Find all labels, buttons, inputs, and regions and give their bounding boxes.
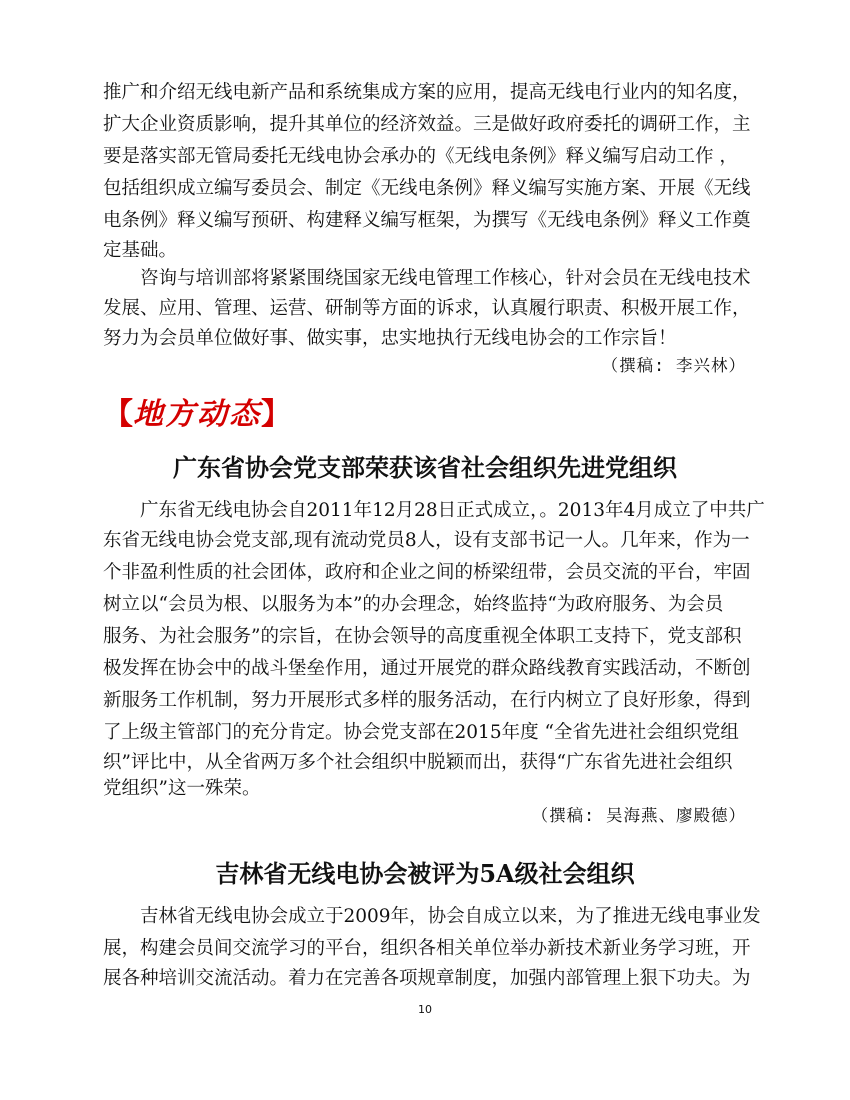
text-line: 极发挥在协会中的战斗堡垒作用，通过开展党的群众路线教育实践活动，不断创	[103, 658, 751, 679]
text-line: 个非盈利性质的社会团体，政府和企业之间的桥梁纽带，会员交流的平台，牢固	[103, 562, 751, 583]
text-line: 发展、应用、管理、运营、研制等方面的诉求，认真履行职责、积极开展工作，	[103, 298, 751, 319]
text-line: 吉林省无线电协会成立于2009年，协会自成立以来，为了推进无线电事业发	[140, 906, 761, 927]
author-signature: （撰稿: 吴海燕、廖殿德）	[531, 806, 746, 825]
bracket-open: 【	[103, 397, 133, 432]
text-line: 服务、为社会服务”的宗旨，在协会领导的高度重视全体职工支持下，党支部积	[103, 626, 742, 647]
text-line: 努力为会员单位做好事、做实事，忠实地执行无线电协会的工作宗旨！	[103, 328, 677, 349]
section-title: 地方动态	[133, 397, 261, 432]
text-line: 了上级主管部门的充分肯定。协会党支部在2015年度 “全省先进社会组织党组	[103, 722, 739, 743]
text-line: 包括组织成立编写委员会、制定《无线电条例》释义编写实施方案、开展《无线	[103, 178, 751, 199]
text-line: 新服务工作机制，努力开展形式多样的服务活动，在行内树立了良好形象，得到	[103, 690, 751, 711]
text-line: 东省无线电协会党支部,现有流动党员8人，设有支部书记一人。几年来，作为一	[103, 530, 750, 551]
section-header	[103, 397, 291, 432]
text-line: 扩大企业资质影响，提升其单位的经济效益。三是做好政府委托的调研工作，主	[103, 114, 751, 135]
text-line: 要是落实部无管局委托无线电协会承办的《无线电条例》释义编写启动工作 ，	[103, 146, 738, 167]
article-headline: 吉林省无线电协会被评为5A级社会组织	[215, 859, 635, 888]
text-line: 树立以“会员为根、以服务为本”的办会理念，始终监持“为政府服务、为会员	[103, 594, 724, 615]
text-line: 电条例》释义编写预研、构建释义编写框架，为撰写《无线电条例》释义工作奠	[103, 210, 751, 231]
bracket-close: 】	[261, 397, 291, 432]
text-line: 咨询与培训部将紧紧围绕国家无线电管理工作核心，针对会员在无线电技术	[140, 268, 751, 289]
text-line: 推广和介绍无线电新产品和系统集成方案的应用，提高无线电行业内的知名度，	[103, 82, 751, 103]
author-signature: （撰稿: 李兴林）	[601, 356, 746, 375]
text-line: 织”评比中，从全省两万多个社会组织中脱颖而出，获得“广东省先进社会组织	[103, 752, 733, 773]
text-line: 展各种培训交流活动。着力在完善各项规章制度，加强内部管理上狠下功夫。为	[103, 968, 751, 989]
text-line: 党组织”这一殊荣。	[103, 778, 261, 799]
text-line: 展，构建会员间交流学习的平台，组织各相关单位举办新技术新业务学习班，开	[103, 938, 751, 959]
text-line: 定基础。	[103, 240, 178, 261]
page-number: 10	[418, 1003, 432, 1016]
article-headline: 广东省协会党支部荣获该省社会组织先进党组织	[173, 453, 677, 482]
text-line: 广东省无线电协会自2011年12月28日正式成立，。2013年4月成立了中共广	[140, 500, 765, 521]
